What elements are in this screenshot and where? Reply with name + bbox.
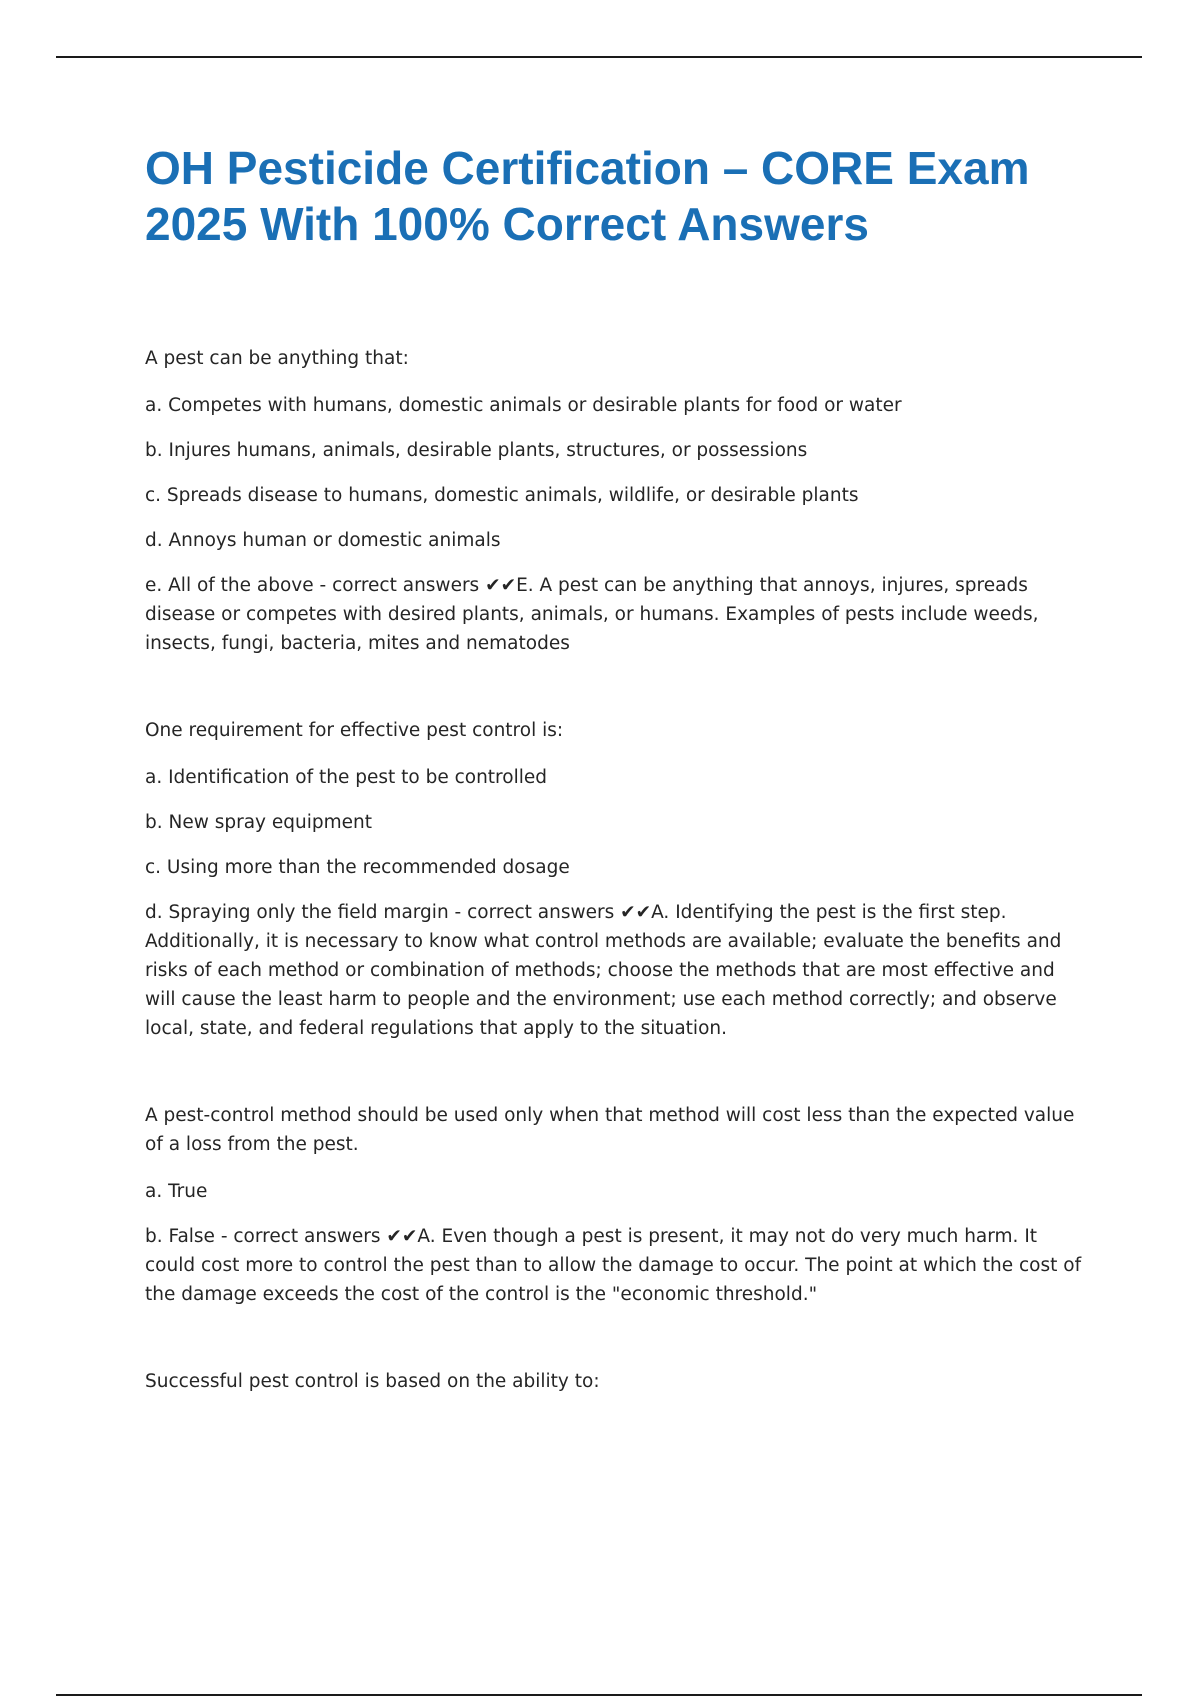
question-block-4 [145, 1367, 1085, 1396]
answer-option: b. False - correct answers ✔✔A. Even though a pest is present, it may not do very much harm. It could cost more to control the pest than to allow the damage to occur. The point at which the cost of the damage exceeds the cost of the control is the "economic threshold." [145, 1226, 1082, 1305]
document-title: OH Pesticide Certification – CORE Exam 2025 With 100% Correct Answers [145, 142, 1030, 250]
answer-option: d. Spraying only the field margin - correct answers ✔✔A. Identifying the pest is the first step. Additionally, it is necessary to know what control methods are available; evaluate the benefits and risks of each method or combination of methods; choose the methods that are most effective and will cause the least harm to people and the environment; use each method correctly; and observe local, state, and federal regulations that apply to the situation. [145, 902, 1062, 1039]
answer-option: a. Competes with humans, domestic animals or desirable plants for food or water [145, 395, 902, 416]
question-text: Successful pest control is based on the ability to: [145, 1371, 600, 1392]
answer-option: c. Spreads disease to humans, domestic animals, wildlife, or desirable plants [145, 485, 859, 506]
top-rule [56, 56, 1142, 58]
answer-option: d. Annoys human or domestic animals [145, 530, 501, 551]
answer-option: c. Using more than the recommended dosage [145, 857, 570, 878]
question-block-1 [145, 344, 1085, 658]
answer-option: b. Injures humans, animals, desirable plants, structures, or possessions [145, 440, 808, 461]
question-text: A pest can be anything that: [145, 348, 409, 369]
question-text: One requirement for effective pest control is: [145, 720, 564, 741]
question-block-3 [145, 1101, 1085, 1309]
question-block-2 [145, 716, 1085, 1043]
answer-option: a. True [145, 1181, 208, 1202]
answer-option: b. New spray equipment [145, 812, 373, 833]
answer-option: a. Identification of the pest to be controlled [145, 767, 547, 788]
question-text: A pest-control method should be used only when that method will cost less than the expected value of a loss from the pest. [145, 1105, 1075, 1155]
answer-option: e. All of the above - correct answers ✔✔E. A pest can be anything that annoys, injures, spreads disease or competes with desired plants, animals, or humans. Examples of pests include weeds, insects, fungi, bacteria, mites and nematodes [145, 575, 1039, 654]
bottom-rule [56, 1694, 1142, 1696]
question-list [145, 344, 1085, 1396]
document-body [145, 140, 1085, 1454]
